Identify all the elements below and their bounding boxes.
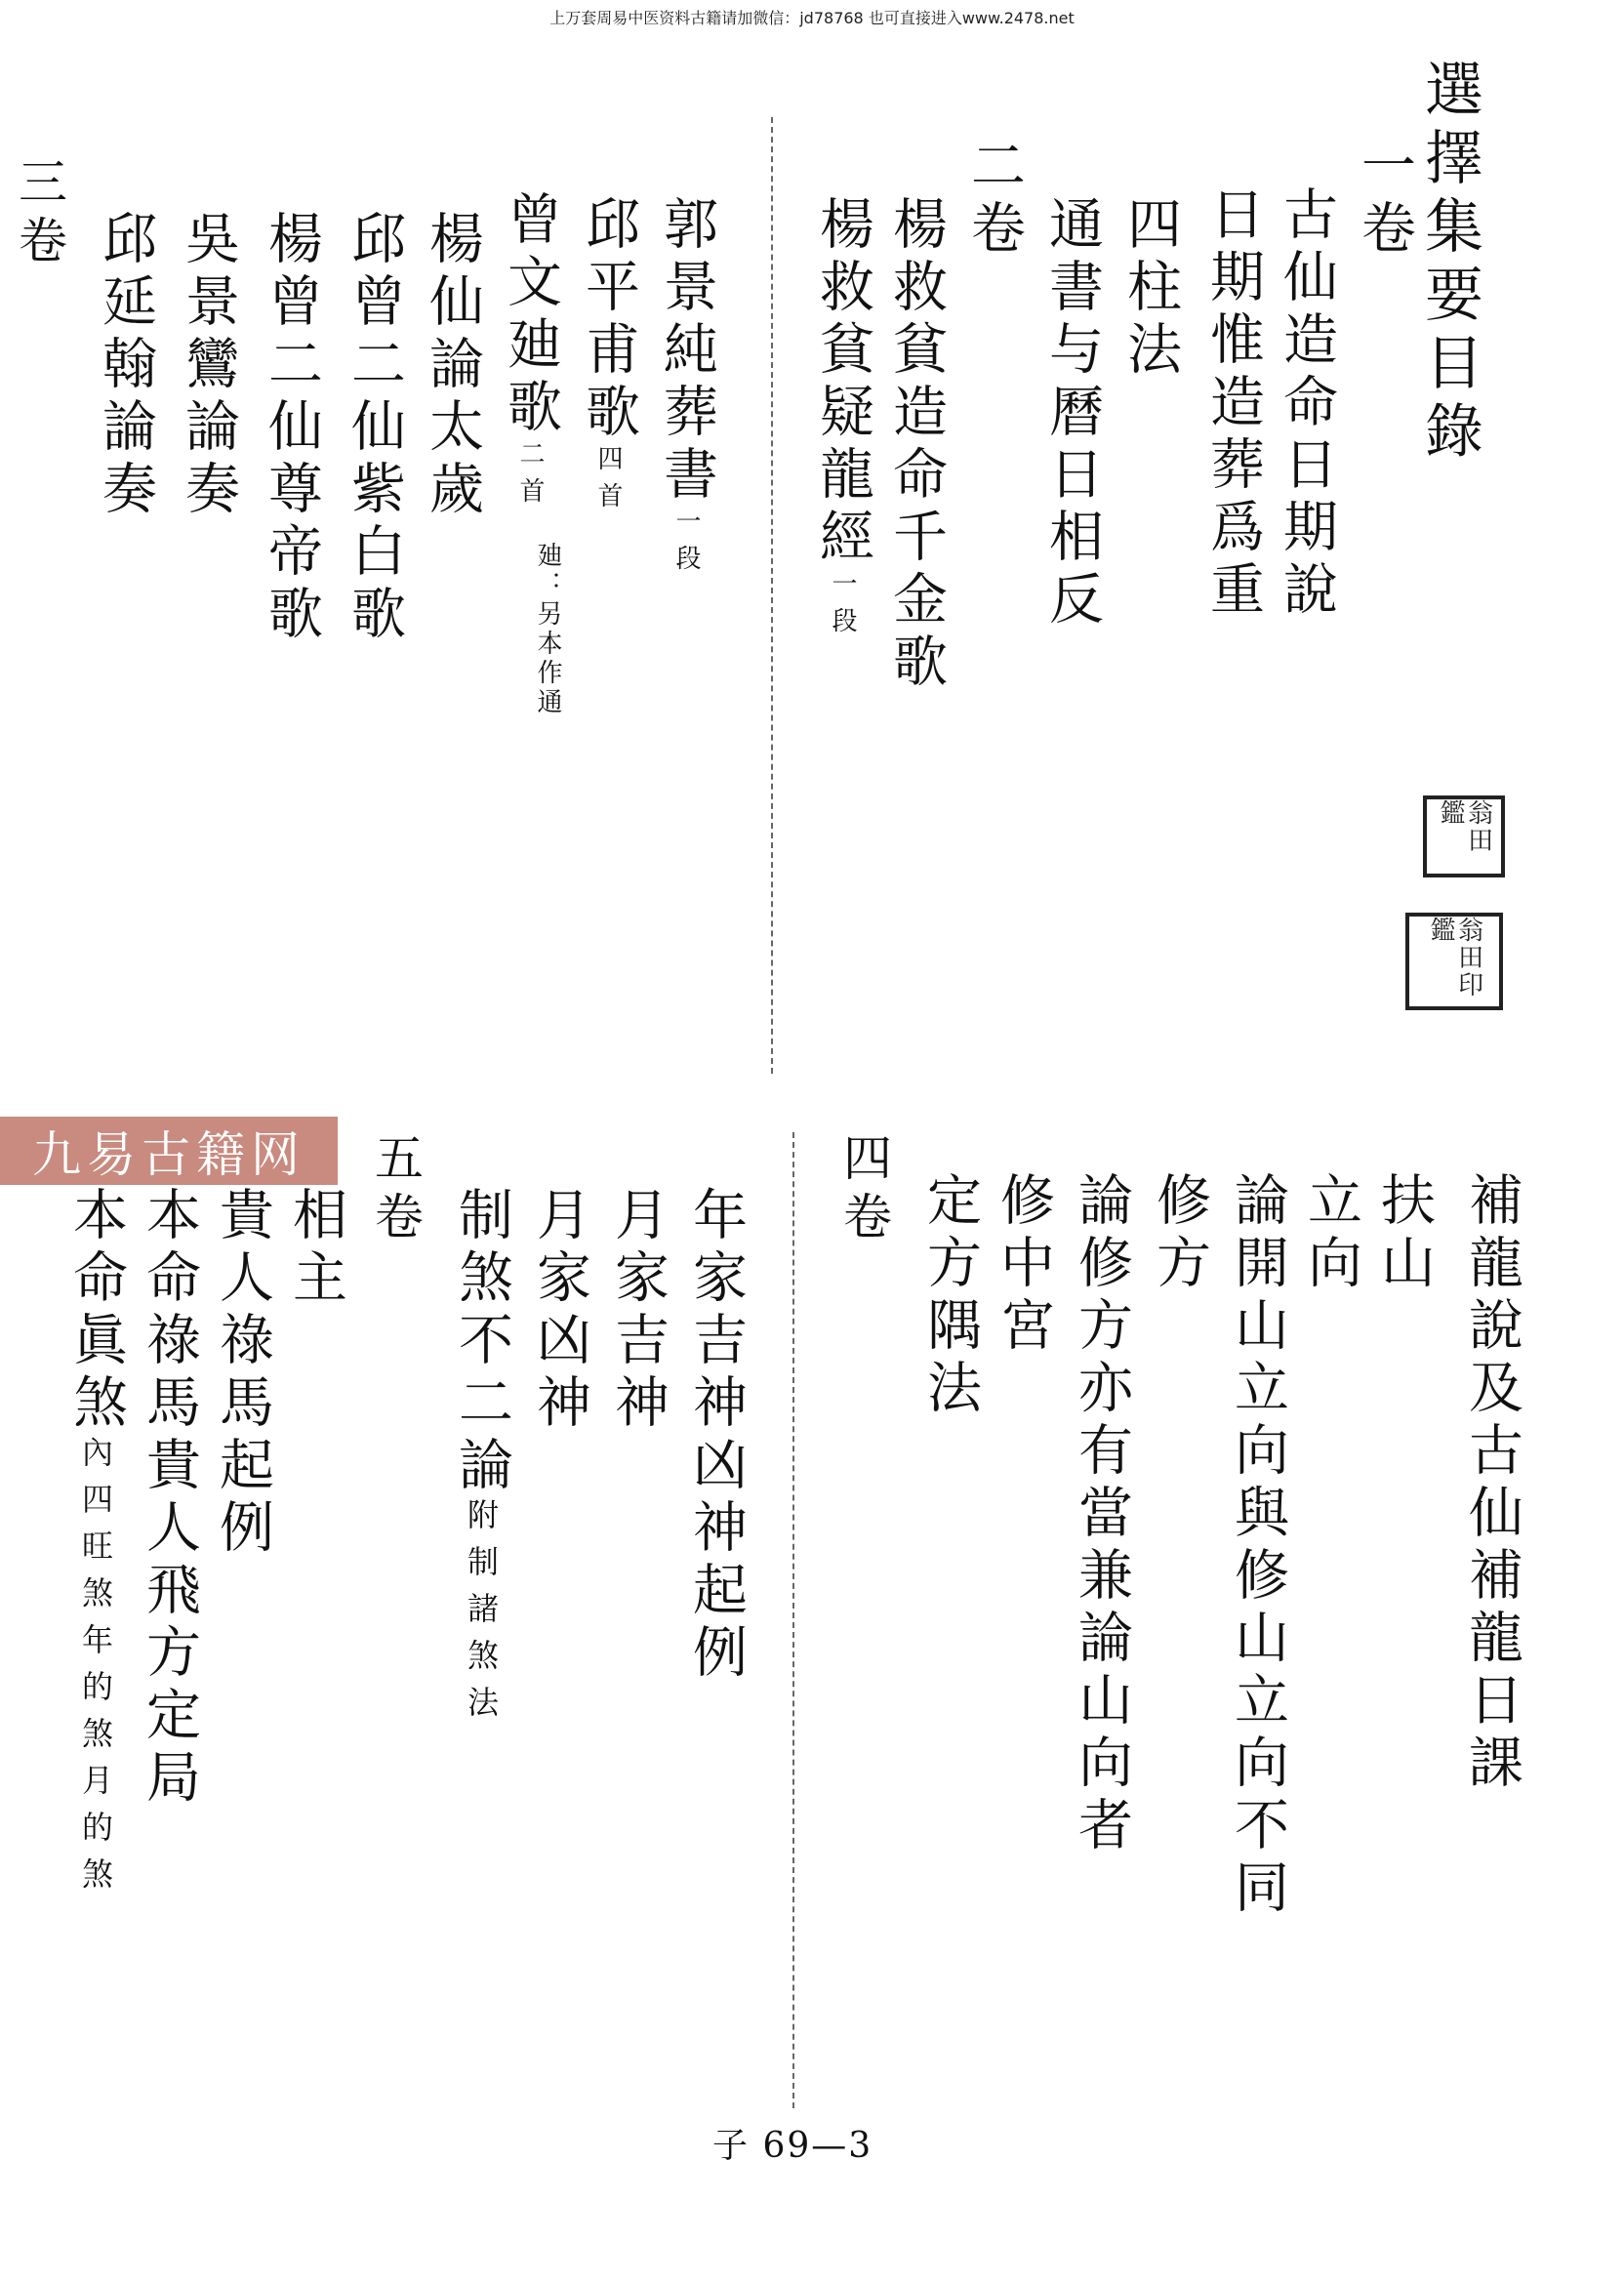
- watermark-logo: 九易古籍网: [0, 1117, 338, 1185]
- vol2-item-annotation: 廸：另本作通: [533, 542, 562, 717]
- vol2-item-main: 邱平甫歌: [577, 195, 640, 445]
- vol2-item-note: 四首: [593, 445, 623, 519]
- vol5-item-note: 內四旺煞年的煞月的煞: [77, 1436, 114, 1904]
- top-banner: 上万套周易中医资料古籍请加微信：jd78768 也可直接进入www.2478.net: [549, 9, 1075, 27]
- vol2-item: 楊救貧造命千金歌: [884, 195, 948, 695]
- vol1-item: 日期惟造葬爲重: [1201, 185, 1265, 623]
- vol2-item-main: 郭景純葬書: [655, 195, 718, 508]
- continuation-item: 論開山立向與修山立向不同: [1226, 1171, 1289, 1921]
- vol4-heading: 四卷: [835, 1132, 892, 1249]
- collector-seal: 翁田鑑: [1423, 795, 1505, 877]
- vol1-item: 四柱法: [1118, 195, 1182, 383]
- vol2-item-note: 一段: [828, 570, 857, 644]
- vol2-item-note: 一段: [671, 508, 701, 582]
- vol2-item: 邱曾二仙紫白歌: [343, 210, 406, 647]
- collector-seal: 翁田印鑑: [1405, 913, 1503, 1010]
- fold-line-bottom: [792, 1132, 794, 2108]
- vol4-item-main: 制煞不二論: [450, 1186, 513, 1498]
- vol4-item: 月家凶神: [528, 1186, 591, 1436]
- vol2-item: 邱延翰論奏: [94, 210, 157, 522]
- vol5-item-main: 本命眞煞: [64, 1186, 128, 1436]
- vol4-item: 月家吉神: [606, 1186, 670, 1436]
- fold-line-top: [771, 117, 773, 1074]
- vol2-item: [655, 195, 718, 582]
- continuation-item: 補龍說及古仙補龍日課: [1460, 1171, 1523, 1796]
- vol1-heading: 一卷: [1353, 137, 1416, 262]
- vol2-item: [499, 190, 562, 514]
- continuation-item: 定方隅法: [918, 1171, 982, 1421]
- continuation-item: 扶山: [1372, 1171, 1436, 1296]
- vol2-item-note: 二首: [515, 440, 545, 514]
- vol2-item: 楊仙論太歲: [421, 210, 484, 522]
- page-number: 子 69—3: [712, 2126, 873, 2166]
- vol4-item: 年家吉神凶神起例: [684, 1186, 748, 1686]
- vol5-item: 相主: [284, 1186, 347, 1311]
- vol2-item-main: 曾文廸歌: [499, 190, 562, 440]
- vol2-heading: 二卷: [962, 137, 1026, 262]
- vol1-item: 古仙造命日期說: [1275, 185, 1338, 623]
- vol2-item: [811, 195, 874, 644]
- vol3-heading: 三卷: [11, 156, 67, 273]
- continuation-item: 論修方亦有當兼論山向者: [1070, 1171, 1133, 1858]
- vol5-item: [64, 1186, 128, 1904]
- vol2-item: 楊曾二仙尊帝歌: [260, 210, 323, 647]
- vol5-item: 貴人祿馬起例: [211, 1186, 274, 1561]
- vol2-item: 吳景鸞論奏: [177, 210, 240, 522]
- vol2-item-main: 楊救貧疑龍經: [811, 195, 874, 570]
- vol2-item: [577, 195, 640, 519]
- vol5-item: 本命祿馬貴人飛方定局: [138, 1186, 201, 1811]
- catalog-title: 選擇集要目錄: [1415, 59, 1483, 469]
- vol4-item: [450, 1186, 513, 1733]
- vol1-item: 通書与曆日相反: [1040, 195, 1104, 632]
- continuation-item: 修中宮: [992, 1171, 1055, 1359]
- continuation-item: 修方: [1148, 1171, 1211, 1296]
- vol4-item-note: 附制諸煞法: [463, 1498, 500, 1733]
- continuation-item: 立向: [1299, 1171, 1362, 1296]
- vol5-heading: 五卷: [367, 1132, 424, 1249]
